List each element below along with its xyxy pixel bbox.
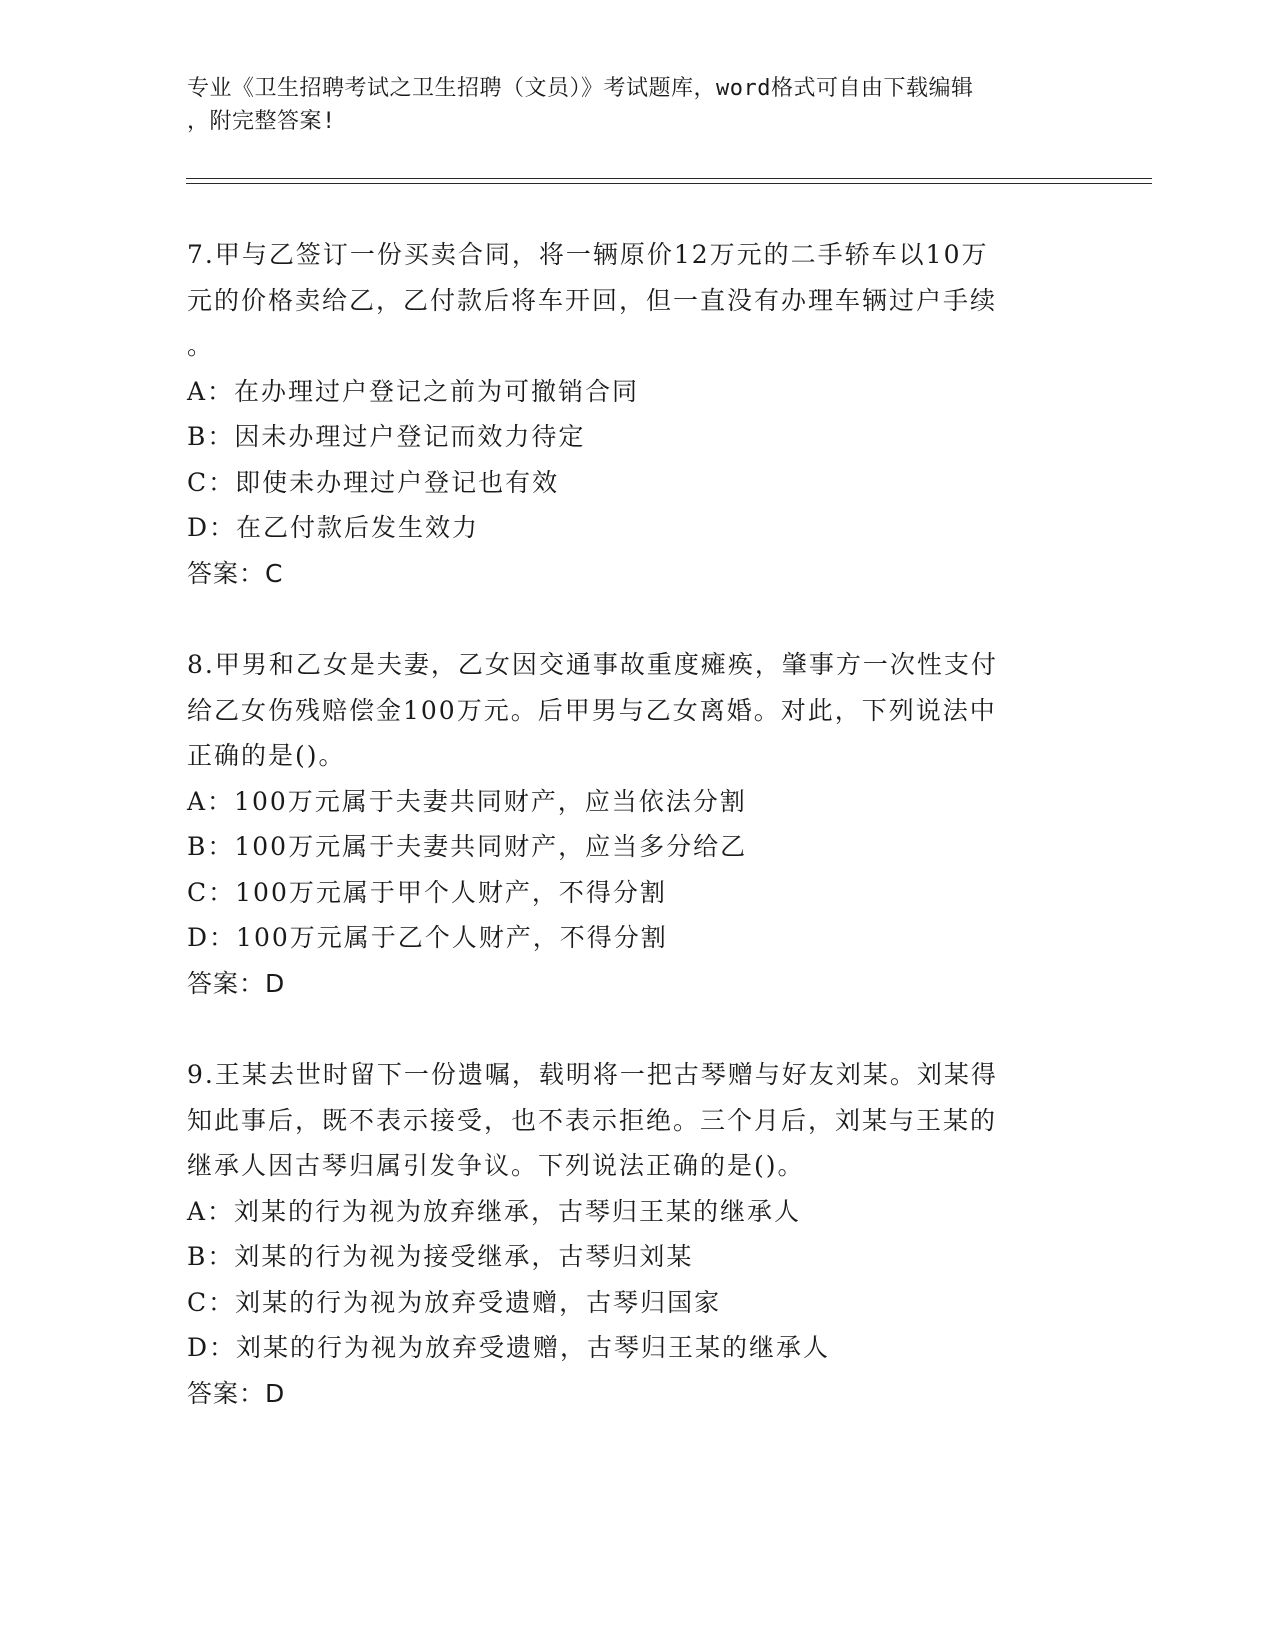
question-9 [187,1052,1067,1416]
header-divider-bottom [186,183,1152,184]
question-stem-line: 8.甲男和乙女是夫妻，乙女因交通事故重度瘫痪，肇事方一次性支付 [187,650,998,679]
option-d: D：刘某的行为视为放弃受遗赠，古琴归王某的继承人 [187,1333,831,1362]
question-stem-line: 7.甲与乙签订一份买卖合同，将一辆原价12万元的二手轿车以10万 [187,240,989,269]
option-d: D：在乙付款后发生效力 [187,513,480,542]
question-stem-line: 给乙女伤残赔偿金100万元。后甲男与乙女离婚。对此，下列说法中 [187,695,997,725]
header-line-2: ，附完整答案! [187,109,336,134]
answer: 答案：D [187,968,286,998]
question-7 [187,232,1067,596]
option-c: C：100万元属于甲个人财产，不得分割 [187,877,667,907]
question-8 [187,642,1067,1006]
question-stem-line: 知此事后，既不表示接受，也不表示拒绝。三个月后，刘某与王某的 [187,1105,998,1135]
question-stem-line: 元的价格卖给乙，乙付款后将车开回，但一直没有办理车辆过户手续 [187,285,998,315]
option-c: C：刘某的行为视为放弃受遗赠，古琴归国家 [187,1287,722,1317]
option-a: A：100万元属于夫妻共同财产，应当依法分割 [187,786,747,816]
question-stem-line: 。 [187,331,215,360]
header-divider-top [186,178,1152,179]
question-stem-line: 正确的是()。 [187,741,346,770]
question-stem [187,232,1067,369]
document-header [187,72,1067,138]
question-stem-line: 继承人因古琴归属引发争议。下列说法正确的是()。 [187,1151,805,1180]
option-a: A：刘某的行为视为放弃继承，古琴归王某的继承人 [187,1196,802,1226]
option-b: B：100万元属于夫妻共同财产，应当多分给乙 [187,832,748,861]
option-b: B：刘某的行为视为接受继承，古琴归刘某 [187,1242,694,1271]
option-b: B：因未办理过户登记而效力待定 [187,422,586,451]
question-stem [187,642,1067,779]
option-c: C：即使未办理过户登记也有效 [187,467,560,497]
question-stem-line: 9.王某去世时留下一份遗嘱，载明将一把古琴赠与好友刘某。刘某得 [187,1060,998,1089]
header-line-1: 专业《卫生招聘考试之卫生招聘（文员）》考试题库，word格式可自由下载编辑 [187,76,974,101]
option-a: A：在办理过户登记之前为可撤销合同 [187,376,640,406]
answer: 答案：D [187,1378,286,1408]
answer: 答案：C [187,558,284,588]
option-d: D：100万元属于乙个人财产，不得分割 [187,923,668,952]
question-stem [187,1052,1067,1189]
